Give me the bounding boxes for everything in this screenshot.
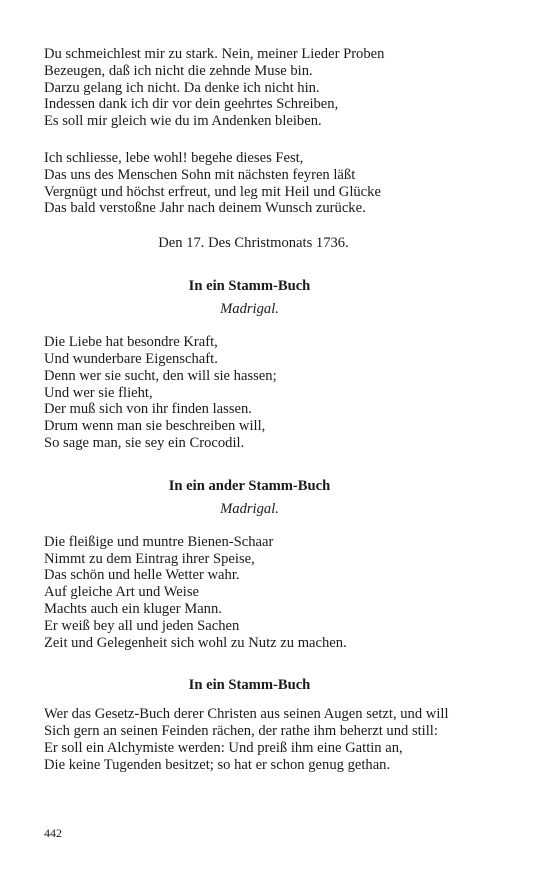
- verse-line: Du schmeichlest mir zu stark. Nein, meiner Lieder Proben: [44, 46, 385, 62]
- verse-line: Die fleißige und muntre Bienen-Schaar: [44, 533, 274, 550]
- verse-line: Zeit und Gelegenheit sich wohl zu Nutz zu machen.: [44, 634, 347, 651]
- poem-title: In ein Stamm-Buch: [188, 677, 311, 694]
- verse-line: Das uns des Menschen Sohn mit nächsten feyren läßt: [44, 166, 356, 183]
- verse-line: Es soll mir gleich wie du im Andenken bleiben.: [44, 113, 322, 130]
- verse-line: Er weiß bey all und jeden Sachen: [44, 617, 240, 634]
- poem-subtitle: Madrigal.: [220, 301, 279, 318]
- verse-line: Indessen dank ich dir vor dein geehrtes Schreiben,: [44, 96, 339, 113]
- poem-subtitle: Madrigal.: [220, 500, 279, 517]
- verse-line: Auf gleiche Art und Weise: [44, 584, 199, 601]
- verse-line: Und wer sie flieht,: [44, 384, 153, 401]
- verse-line: Denn wer sie sucht, den will sie hassen;: [44, 367, 277, 384]
- verse-line: Nimmt zu dem Eintrag ihrer Speise,: [44, 550, 255, 567]
- stanza-2: [44, 150, 455, 217]
- verse-line: Die keine Tugenden besitzet; so hat er schon genug gethan.: [44, 756, 391, 773]
- page-number: 442: [44, 826, 62, 840]
- verse-line: Vergnügt und höchst erfreut, und leg mit Heil und Glücke: [44, 183, 381, 200]
- poem-title: In ein ander Stamm-Buch: [168, 477, 331, 494]
- verse-line: Sich gern an seinen Feinden rächen, der rathe ihm beherzt und still:: [44, 723, 438, 740]
- verse-line: Und wunderbare Eigenschaft.: [44, 350, 218, 367]
- date-line: Den 17. Des Christmonats 1736.: [158, 235, 349, 252]
- verse-line: Er soll ein Alchymiste werden: Und preiß ihm eine Gattin an,: [44, 739, 403, 756]
- verse-line: Der muß sich von ihr finden lassen.: [44, 401, 252, 418]
- verse-line: Ich schliesse, lebe wohl! begehe dieses Fest,: [44, 149, 304, 166]
- verse-line: Das schön und helle Wetter wahr.: [44, 567, 240, 584]
- poem-2-body: [44, 534, 455, 652]
- verse-line: So sage man, sie sey ein Crocodil.: [44, 434, 245, 451]
- verse-line: Bezeugen, daß ich nicht die zehnde Muse bin.: [44, 62, 313, 79]
- verse-line: Die Liebe hat besondre Kraft,: [44, 334, 218, 351]
- stanza-1: [44, 46, 455, 130]
- poem-1-body: [44, 334, 455, 452]
- poem-3-body: [44, 706, 454, 773]
- verse-line: Drum wenn man sie beschreiben will,: [44, 418, 266, 435]
- poem-title: In ein Stamm-Buch: [188, 278, 311, 295]
- verse-line: Darzu gelang ich nicht. Da denke ich nicht hin.: [44, 79, 320, 96]
- verse-line: Machts auch ein kluger Mann.: [44, 600, 222, 617]
- verse-line: Wer das Gesetz-Buch derer Christen aus seinen Augen setzt, und will: [44, 706, 449, 723]
- verse-line: Das bald verstoßne Jahr nach deinem Wunsch zurücke.: [44, 200, 366, 217]
